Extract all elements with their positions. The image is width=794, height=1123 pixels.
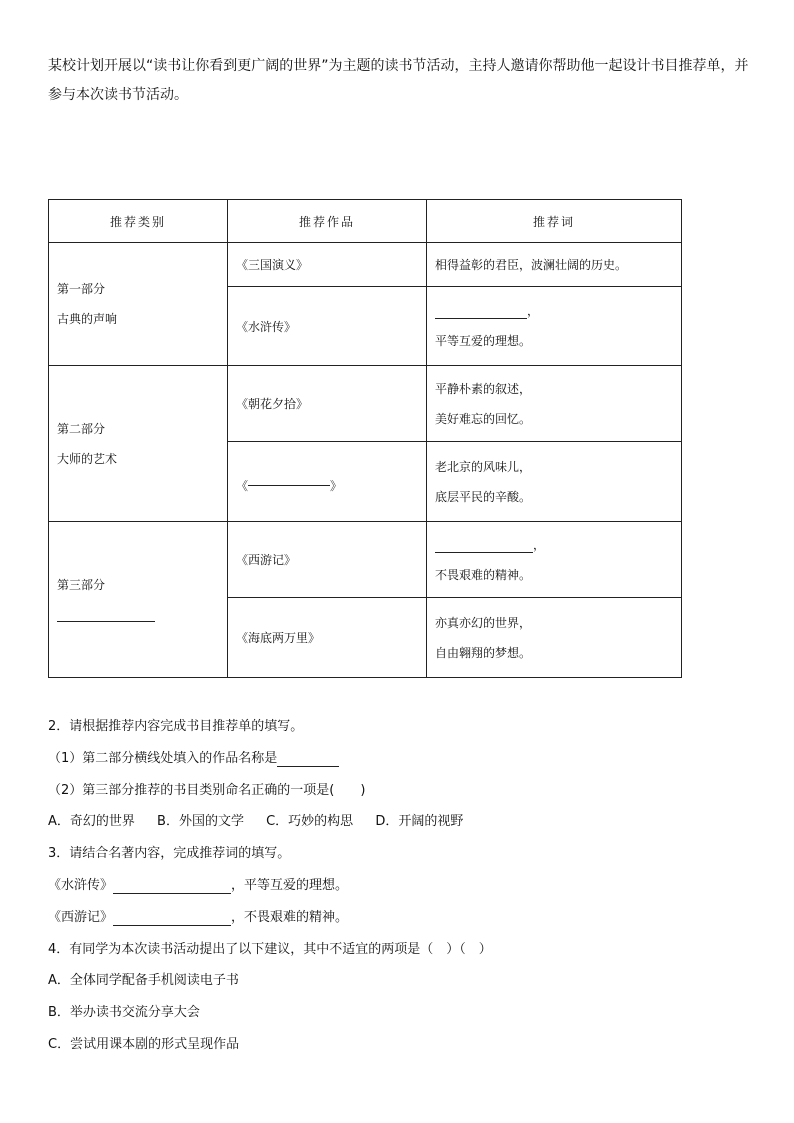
rec-cell: ， 不畏艰难的精神。: [427, 522, 682, 598]
category-part2: [49, 366, 228, 522]
option-c[interactable]: C．尝试用课本剧的形式呈现作品: [48, 1036, 240, 1052]
category-name: 第一部分: [57, 282, 106, 296]
question-2-2: （2）第三部分推荐的书目类别命名正确的一项是( ): [48, 782, 366, 798]
fill-blank[interactable]: [435, 302, 527, 319]
category-sub: 古典的声响: [57, 312, 118, 326]
option-c[interactable]: C．巧妙的构思: [266, 814, 354, 830]
option-a[interactable]: A．全体同学配备手机阅读电子书: [48, 973, 239, 989]
questions-section: [48, 711, 748, 1061]
rec-cell: 平静朴素的叙述， 美好难忘的回忆。: [427, 366, 682, 442]
book-cell: 《西游记》: [228, 522, 427, 598]
fill-blank[interactable]: [248, 470, 330, 486]
table-row: [49, 366, 682, 442]
option-d[interactable]: D．开阔的视野: [375, 814, 464, 830]
header-category: 推荐类别: [49, 200, 228, 243]
question-3: 3．请结合名著内容，完成推荐词的填写。: [48, 846, 291, 862]
book-recommendation-table: [48, 199, 682, 678]
option-b[interactable]: B．外国的文学: [157, 814, 244, 830]
category-part3: [49, 522, 228, 678]
table-header-row: [49, 200, 682, 243]
book-cell: 《朝花夕拾》: [228, 366, 427, 442]
category-name: 第二部分: [57, 421, 106, 436]
header-works: 推荐作品: [228, 200, 427, 243]
category-name: 第三部分: [57, 577, 106, 592]
question-3-b: 《西游记》 ，不畏艰难的精神。: [48, 902, 748, 934]
book-cell: 《海底两万里》: [228, 598, 427, 678]
fill-blank[interactable]: [57, 605, 155, 622]
table-row: [49, 522, 682, 598]
header-words: 推荐词: [427, 200, 682, 243]
question-2-1: （1）第二部分横线处填入的作品名称是: [48, 743, 748, 775]
option-b[interactable]: B．举办读书交流分享大会: [48, 1005, 200, 1021]
rec-cell: 老北京的风味儿， 底层平民的辛酸。: [427, 442, 682, 522]
book-cell: 《水浒传》: [228, 287, 427, 366]
table-row: [49, 243, 682, 287]
category-sub: 大师的艺术: [57, 451, 118, 466]
question-3-a: 《水浒传》 ，平等互爱的理想。: [48, 870, 748, 902]
option-a[interactable]: A．奇幻的世界: [48, 814, 135, 830]
question-4: 4．有同学为本次读书活动提出了以下建议，其中不适宜的两项是（ ）（ ）: [48, 941, 492, 957]
book-cell: 《三国演义》: [228, 243, 427, 287]
book-cell-blank: 《 》: [228, 442, 427, 522]
answer-blank[interactable]: [113, 907, 231, 926]
category-part1: [49, 243, 228, 366]
intro-paragraph: 某校计划开展以“读书让你看到更广阔的世界”为主题的读书节活动，主持人邀请你帮助他一起设计书目推荐单，并参与本次读书节活动。: [48, 58, 749, 103]
answer-blank[interactable]: [277, 748, 339, 767]
question-2-options: [48, 806, 748, 838]
answer-blank[interactable]: [113, 875, 231, 894]
rec-cell: ， 平等互爱的理想。: [427, 287, 682, 366]
rec-cell: 相得益彰的君臣，波澜壮阔的历史。: [427, 243, 682, 287]
question-2: 2．请根据推荐内容完成书目推荐单的填写。: [48, 719, 304, 734]
fill-blank[interactable]: [435, 536, 533, 553]
rec-cell: 亦真亦幻的世界， 自由翱翔的梦想。: [427, 598, 682, 678]
